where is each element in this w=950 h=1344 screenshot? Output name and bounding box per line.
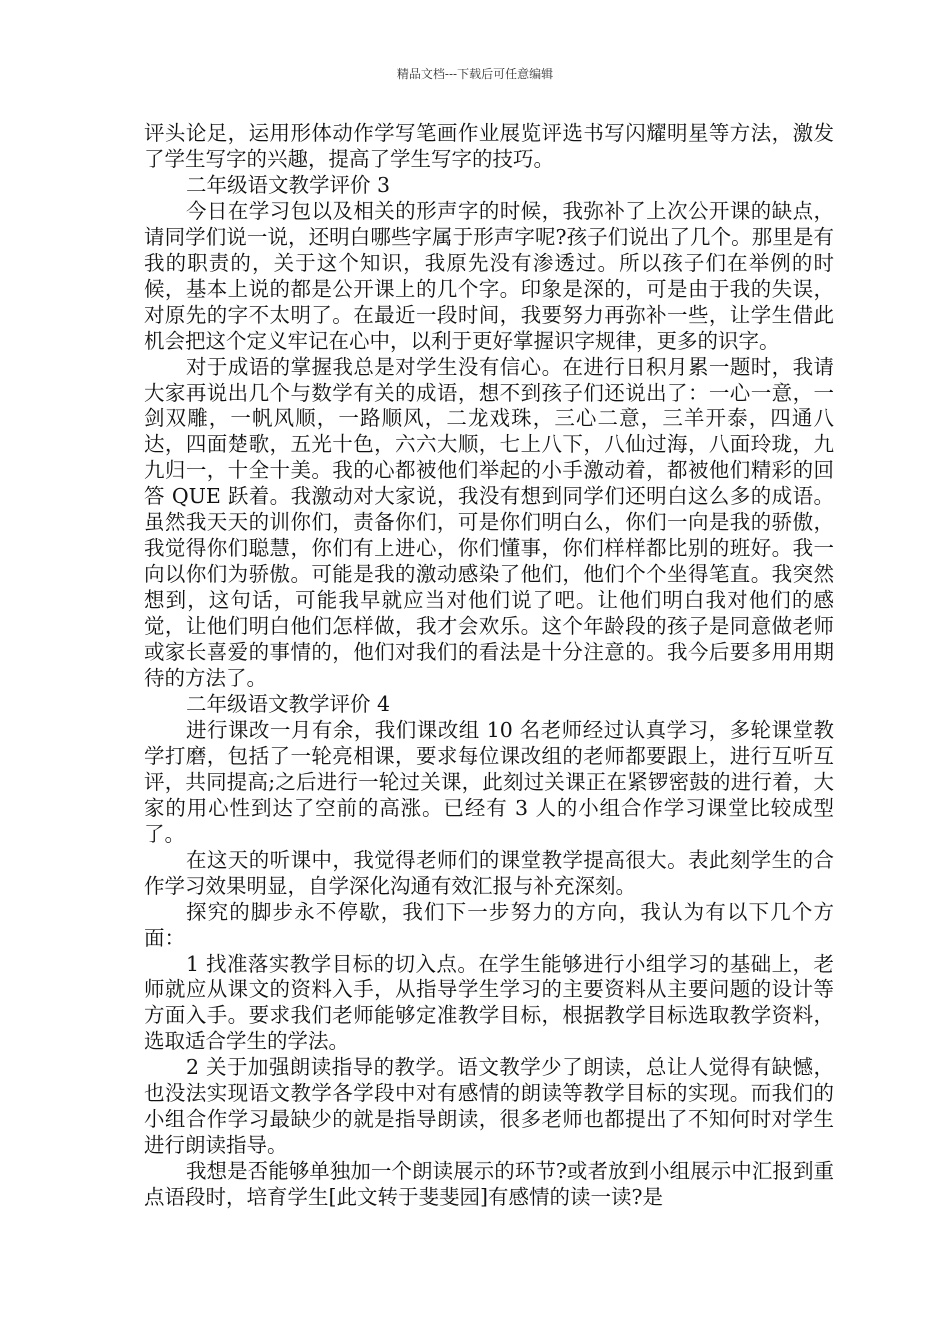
paragraph: 对于成语的掌握我总是对学生没有信心。在进行日积月累一题时，我请大家再说出几个与数学有关的成语，想不到孩子们还说出了：一心一意，一剑双雕，一帆风顺，一路顺风，二龙戏珠，三心二意，三羊开泰，四通八达，四面楚歌，五光十色，六六大顺，七上八下，八仙过海，八面玲珑，九九归一，十全十美。我的心都被他们举起的小手激动着，都被他们精彩的回答 QUE 跃着。我激动对大家说，我没有想到同学们还明白这么多的成语。虽然我天天的训你们，责备你们，可是你们明白么，你们一向是我的骄傲，我觉得你们聪慧，你们有上进心，你们懂事，你们样样都比别的班好。我一向以你们为骄傲。可能是我的激动感染了他们，他们个个坐得笔直。我突然想到，这句话，可能我早就应当对他们说了吧。让他们明白我对他们的感觉，让他们明白他们怎样做，我才会欢乐。这个年龄段的孩子是同意做老师或家长喜爱的事情的，他们对我们的看法是十分注意的。我今后要多用用期待的方法了。 xyxy=(144,354,834,691)
paragraph: 在这天的听课中，我觉得老师们的课堂教学提高很大。表此刻学生的合作学习效果明显，自学深化沟通有效汇报与补充深刻。 xyxy=(144,847,834,898)
page-header: 精品文档---下载后可任意编辑 xyxy=(396,67,554,81)
paragraph-continuation: 评头论足，运用形体动作学写笔画作业展览评选书写闪耀明星等方法，激发了学生写字的兴趣，提高了学生写字的技巧。 xyxy=(144,121,834,171)
section-heading-4: 二年级语文教学评价 4 xyxy=(186,691,391,716)
paragraph: 探究的脚步永不停歇，我们下一步努力的方向，我认为有以下几个方面： xyxy=(144,899,834,950)
section-heading-3: 二年级语文教学评价 3 xyxy=(186,172,391,197)
list-item-2: 2 关于加强朗读指导的教学。语文教学少了朗读，总让人觉得有缺憾，也没法实现语文教学各学段中对有感情的朗读等教学目标的实现。而我们的小组合作学习最缺少的就是指导朗读，很多老师也都提出了不知何时对学生进行朗读指导。 xyxy=(144,1055,834,1158)
paragraph: 今日在学习包以及相关的形声字的时候，我弥补了上次公开课的缺点，请同学们说一说，还明白哪些字属于形声字呢?孩子们说出了几个。那里是有我的职责的，关于这个知识，我原先没有渗透过。所以孩子们在举例的时候，基本上说的都是公开课上的几个字。印象是深的，可是由于我的失误，对原先的字不太明了。在最近一段时间，我要努力再弥补一些，让学生借此机会把这个定义牢记在心中，以利于更好掌握识字规律，更多的识字。 xyxy=(144,198,834,353)
document-body xyxy=(144,121,834,1211)
list-item-1: 1 找准落实教学目标的切入点。在学生能够进行小组学习的基础上，老师就应从课文的资料入手，从指导学生学习的主要资料从主要问题的设计等方面入手。要求我们老师能够定准教学目标，根据教学目标选取教学资料，选取适合学生的学法。 xyxy=(144,951,834,1054)
paragraph: 我想是否能够单独加一个朗读展示的环节?或者放到小组展示中汇报到重点语段时，培育学生[此文转于斐斐园]有感情的读一读?是 xyxy=(144,1159,834,1210)
paragraph: 进行课改一月有余，我们课改组 10 名老师经过认真学习，多轮课堂教学打磨，包括了一轮亮相课，要求每位课改组的老师都要跟上，进行互听互评，共同提高;之后进行一轮过关课，此刻过关课正在紧锣密鼓的进行着，大家的用心性到达了空前的高涨。已经有 3 人的小组合作学习课堂比较成型了。 xyxy=(144,717,834,846)
